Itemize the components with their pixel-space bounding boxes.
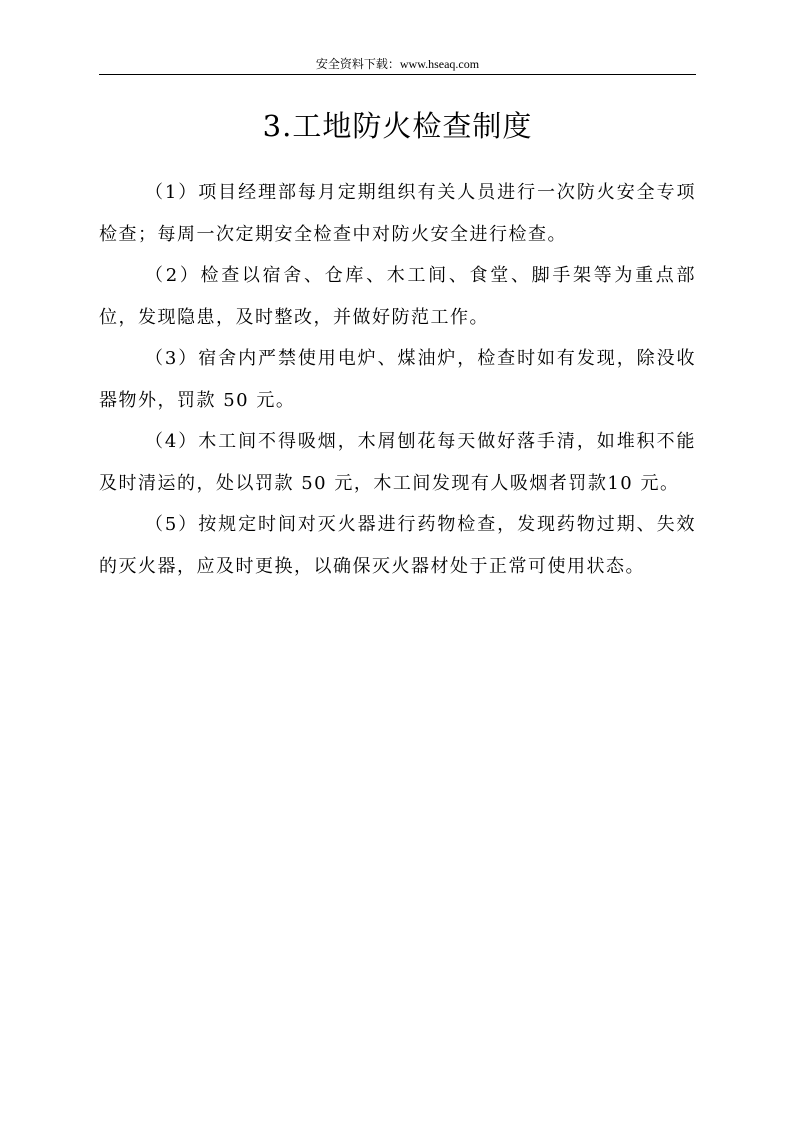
paragraph-1: （1）项目经理部每月定期组织有关人员进行一次防火安全专项检查；每周一次定期安全检查中对防火安全进行检查。 [99, 182, 696, 245]
paragraph-2: （2）检查以宿舍、仓库、木工间、食堂、脚手架等为重点部位，发现隐患，及时整改，并做好防范工作。 [99, 265, 696, 328]
header-divider [99, 74, 696, 75]
page-header: 安全资料下载：www.hseaq.com [315, 57, 480, 71]
document-body [99, 172, 696, 587]
paragraph-5: （5）按规定时间对灭火器进行药物检查，发现药物过期、失效的灭火器，应及时更换，以确保灭火器材处于正常可使用状态。 [99, 514, 696, 577]
page-title: 3.工地防火检查制度 [262, 109, 533, 143]
paragraph-4: （4）木工间不得吸烟，木屑刨花每天做好落手清，如堆积不能及时清运的，处以罚款 50 元，木工间发现有人吸烟者罚款10 元。 [99, 431, 696, 494]
paragraph-3: （3）宿舍内严禁使用电炉、煤油炉，检查时如有发现，除没收器物外，罚款 50 元。 [99, 348, 696, 411]
